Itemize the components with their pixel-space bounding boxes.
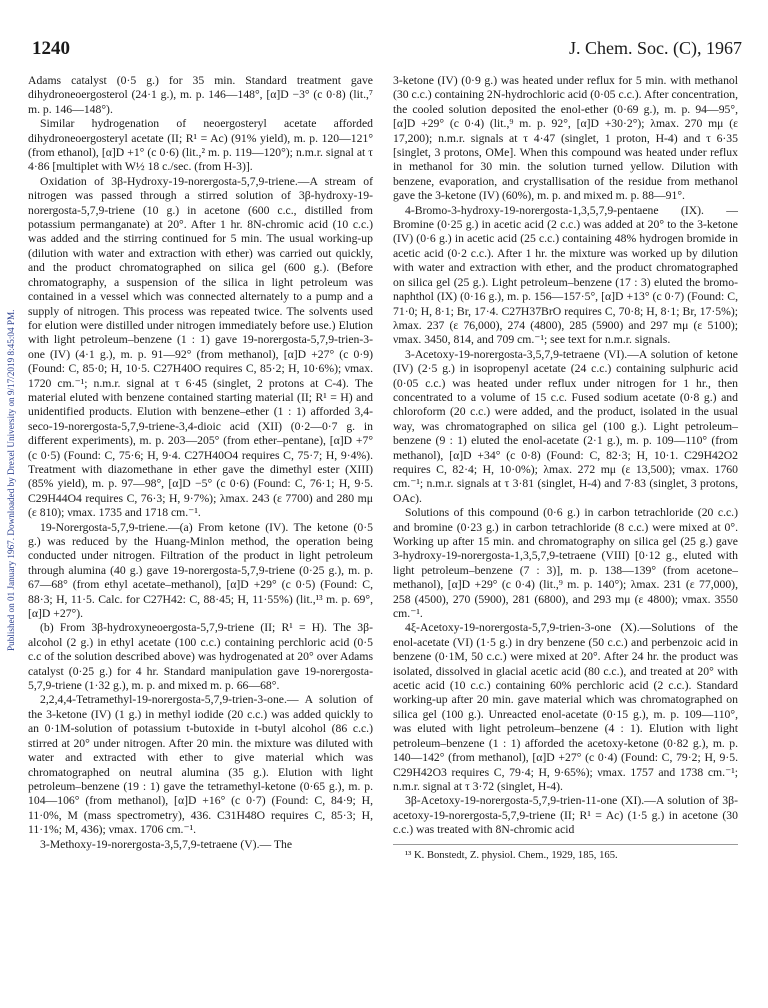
right-column xyxy=(393,74,738,863)
paragraph: Adams catalyst (0·5 g.) for 35 min. Standard treatment gave dihydroneoergosterol (24·1 g.), m. p. 146—148°, [α]D −3° (c 0·8) (lit.,⁷ m. p. 146—148°). xyxy=(28,74,373,116)
paragraph: Oxidation of 3β-Hydroxy-19-norergosta-5,7,9-triene.—A stream of nitrogen was passed through a stirred solution of 3β-hydroxy-19-norergosta-5,7,9-triene (10 g.) in acetone (600 c.c., distilled from potassium permanganate) at 20°. After 1 hr. 8N-chromic acid (10 c.c.) was added and the stirring continued for 5 min. The usual working-up (dilution with water and extraction with ether) was carried out quickly, and the product chromatographed on silica gel (600 g.). (Before chromatography, a suspension of the silica in light petroleum was contained in a vessel which was connected alternately to a pump and a supply of nitrogen. This process was repeated twice. The solvents used for elution were distilled under nitrogen immediately before use.) Elution with light petroleum–benzene (1 : 1) gave 19-norergosta-5,7,9-trien-3-one (IV) (4·1 g.), m. p. 91—92° (from methanol), [α]D +27° (c 0·9) (Found: C, 85·0; H, 10·5. C27H40O requires C, 85·2; H, 10·6%); νmax. 1720 cm.⁻¹; n.m.r. signal at τ 6·45 (singlet, 2 protons at C-4). The material eluted with benzene contained starting material (II; R¹ = H) and unidentified products. Elution with benzene–ether (1 : 1) afforded 3,4-seco-19-norergosta-5,7,9-triene-3,4-dioic acid (XII) (0·2—0·7 g. in different experiments), m. p. 203—205° (from ether–pentane), [α]D +7° (c 0·5) (Found: C, 75·6; H, 9·4. C27H40O4 requires C, 75·7; H, 9·4%). Treatment with diazomethane in ether gave the dimethyl ester (XIII) (85% yield), m. p. 97—98°, [α]D −5° (c 0·6) (Found: C, 76·1; H, 9·5. C29H44O4 requires C, 76·3; H, 9·7%); λmax. 243 (ε 7700) and 280 mμ (ε 810); νmax. 1735 and 1718 cm.⁻¹. xyxy=(28,174,373,520)
paragraph: 2,2,4,4-Tetramethyl-19-norergosta-5,7,9-trien-3-one.— A solution of the 3-ketone (IV) (1 g.) in methyl iodide (20 c.c.) was added quickly to an 0·1M-solution of potassium t-butoxide in t-butyl alcohol (86 c.c.) stirred at 20° under nitrogen. After 20 min. the mixture was diluted with water and extracted with ether to give material which was chromatographed on neutral alumina (35 g.). Elution with light petroleum–benzene (19 : 1) gave the tetramethyl-ketone (0·65 g.), m. p. 104—106° (from methanol), [α]D +16° (c 0·7) (Found: C, 84·9; H, 11·0%, M (mass spectrometry), 436. C31H48O requires C, 85·3; H, 11·1%; M, 436); νmax. 1706 cm.⁻¹. xyxy=(28,693,373,837)
paragraph: (b) From 3β-hydroxyneoergosta-5,7,9-triene (II; R¹ = H). The 3β-alcohol (2 g.) in ethyl acetate (100 c.c.) containing perchloric acid (0·5 c.c of the solution described above) was hydrogenated at 20° over Adams catalyst (0·25 g.) for 4 hr. Standard manipulation gave 19-norergosta-5,7,9-triene (1·32 g.), m. p. and mixed m. p. 66—68°. xyxy=(28,621,373,693)
journal-title: J. Chem. Soc. (C), 1967 xyxy=(569,38,742,58)
paragraph: Solutions of this compound (0·6 g.) in carbon tetrachloride (20 c.c.) and bromine (0·23 g.) in carbon tetrachloride (8 c.c.) were mixed at 0°. Working up after 15 min. and chromatography on silica gel (25 g.) gave 3-hydroxy-19-norergosta-1,3,5,7,9-tetraene (VIII) [0·12 g., eluted with light petroleum–benzene (7 : 3)], m. p. 138—139° (from acetone–methanol), [α]D +29° (c 0·4) (lit.,⁹ m. p. 140°); λmax. 231 (ε 77,000), 258 (4500), 270 (5900), 281 (6800), and 293 mμ (ε 4800); νmax. 3550 cm.⁻¹. xyxy=(393,506,738,621)
paragraph: Similar hydrogenation of neoergosteryl acetate afforded dihydroneoergosteryl acetate (II; R¹ = Ac) (91% yield), m. p. 120—121° (from ethanol), [α]D +1° (c 0·6) (lit.,² m. p. 119—120°); n.m.r. signal at τ 4·86 [multiplet with W½ 18 c./sec. (from H-3)]. xyxy=(28,117,373,174)
download-notice: Published on 01 January 1967. Downloaded by Drexel University on 9/17/2019 8:45:04 PM. xyxy=(6,309,16,651)
paragraph: 19-Norergosta-5,7,9-triene.—(a) From ketone (IV). The ketone (0·5 g.) was reduced by the Huang-Minlon method, the operation being conducted under nitrogen. Filtration of the product in light petroleum through alumina (40 g.) gave 19-norergosta-5,7,9-triene (0·25 g.), m. p. 67—68° (from ethyl acetate–methanol), [α]D +29° (c 0·5) (Found: C, 88·3; H, 11·5. Calc. for C27H42: C, 88·45; H, 11·55%) (lit.,¹³ m. p. 69°, [α]D +27°). xyxy=(28,520,373,621)
footnote: ¹³ K. Bonstedt, Z. physiol. Chem., 1929, 185, 165. xyxy=(393,844,738,863)
paragraph: 3-Methoxy-19-norergosta-3,5,7,9-tetraene (V).— The xyxy=(40,837,293,851)
page-number: 1240 xyxy=(32,38,70,59)
paragraph: 4ξ-Acetoxy-19-norergosta-5,7,9-trien-3-one (X).—Solutions of the enol-acetate (VI) (1·5 g.) in dry benzene (50 c.c.) and perbenzoic acid in benzene (0·1M, 50 c.c.) were mixed at 20°. After 24 hr. the product was isolated, dissolved in glacial acetic acid (80 c.c.), and treated at 20° with acetic acid (10 c.c.) containing 60% perchloric acid (2 c.c.). Standard working-up after 20 min. gave material which was chromatographed on silica gel (100 g.). Unreacted enol-acetate (0·15 g.), m. p. 109—110°, was eluted with light petroleum–benzene (4 : 1). Elution with light petroleum–benzene (1 : 1) afforded the acetoxy-ketone (0·82 g.), m. p. 140—142° (from methanol), [α]D +27° (c 0·4) (Found: C, 79·2; H, 9·5. C29H42O3 requires C, 79·4; H, 9·65%); νmax. 1757 and 1738 cm.⁻¹; n.m.r. signal at τ 3·72 (singlet, H-4). xyxy=(393,621,738,793)
paragraph: 3-ketone (IV) (0·9 g.) was heated under reflux for 5 min. with methanol (30 c.c.) containing 2N-hydrochloric acid (0·05 c.c.). After concentration, the cooled solution deposited the enol-ether (0·69 g.), m. p. 94—95°, [α]D +29° (c 0·4) (lit.,⁹ m. p. 92°, [α]D +30·2°); λmax. 270 mμ (ε 17,200); n.m.r. signals at τ 4·47 (singlet, 1 proton, H-4) and τ 6·35 [singlet, 3 protons, OMe]. When this compound was heated under reflux in methanol for 30 min. the solution turned yellow. Dilution with benzene, evaporation, and crystallisation of the residue from methanol gave the 3-ketone (IV) (60%), m. p. and mixed m. p. 88—91°. xyxy=(393,74,738,203)
paragraph: 3β-Acetoxy-19-norergosta-5,7,9-trien-11-one (XI).—A solution of 3β-acetoxy-19-norergosta-5,7,9-triene (II; R¹ = Ac) (1·5 g.) in acetone (30 c.c.) was treated with 8N-chromic acid xyxy=(393,794,738,837)
left-column xyxy=(28,74,373,852)
paragraph: 4-Bromo-3-hydroxy-19-norergosta-1,3,5,7,9-pentaene (IX). —Bromine (0·25 g.) in acetic acid (2 c.c.) was added at 20° to the 3-ketone (IV) (0·6 g.) in acetic acid (25 c.c.) containing 48% hydrogen bromide in acetic acid (0·2 c.c.). After 1 hr. the mixture was worked up by dilution with water and extraction with ether, and the product chromatographed on silica gel (25 g.). Light petroleum–benzene (17 : 3) eluted the bromo-naphthol (IX) (0·16 g.), m. p. 156—157·5°, [α]D +13° (c 0·7) (Found: C, 71·0; H, 8·1; Br, 17·4. C27H37BrO requires C, 70·8; H, 8·1; Br, 17·5%); λmax. 237 (ε 76,000), 274 (4800), 285 (5900) and 297 mμ (ε 5100); νmax. 3450, 814, and 709 cm.⁻¹; see text for n.m.r. signals. xyxy=(393,203,738,347)
paragraph: 3-Acetoxy-19-norergosta-3,5,7,9-tetraene (VI).—A solution of ketone (IV) (2·5 g.) in isopropenyl acetate (24 c.c.) containing sulphuric acid (0·05 c.c.) was heated under reflux under nitrogen for 1 hr., then concentrated to a volume of 15 c.c. Fused sodium acetate (0·8 g.) and chloroform (20 c.c.) were added, and the product, isolated in the usual way, was chromatographed on silica gel (100 g.). Light petroleum–benzene (9 : 1) eluted the enol-acetate (2·1 g.), m. p. 109—110° (from methanol), [α]D +34° (c 0·8) (Found: C, 82·3; H, 10·1. C29H42O2 requires C, 82·4; H, 10·0%); λmax. 272 mμ (ε 13,500); νmax. 1760 cm.⁻¹; n.m.r. signals at τ 3·81 (singlet, H-4) and 7·83 (singlet, 3 protons, OAc). xyxy=(393,347,738,505)
